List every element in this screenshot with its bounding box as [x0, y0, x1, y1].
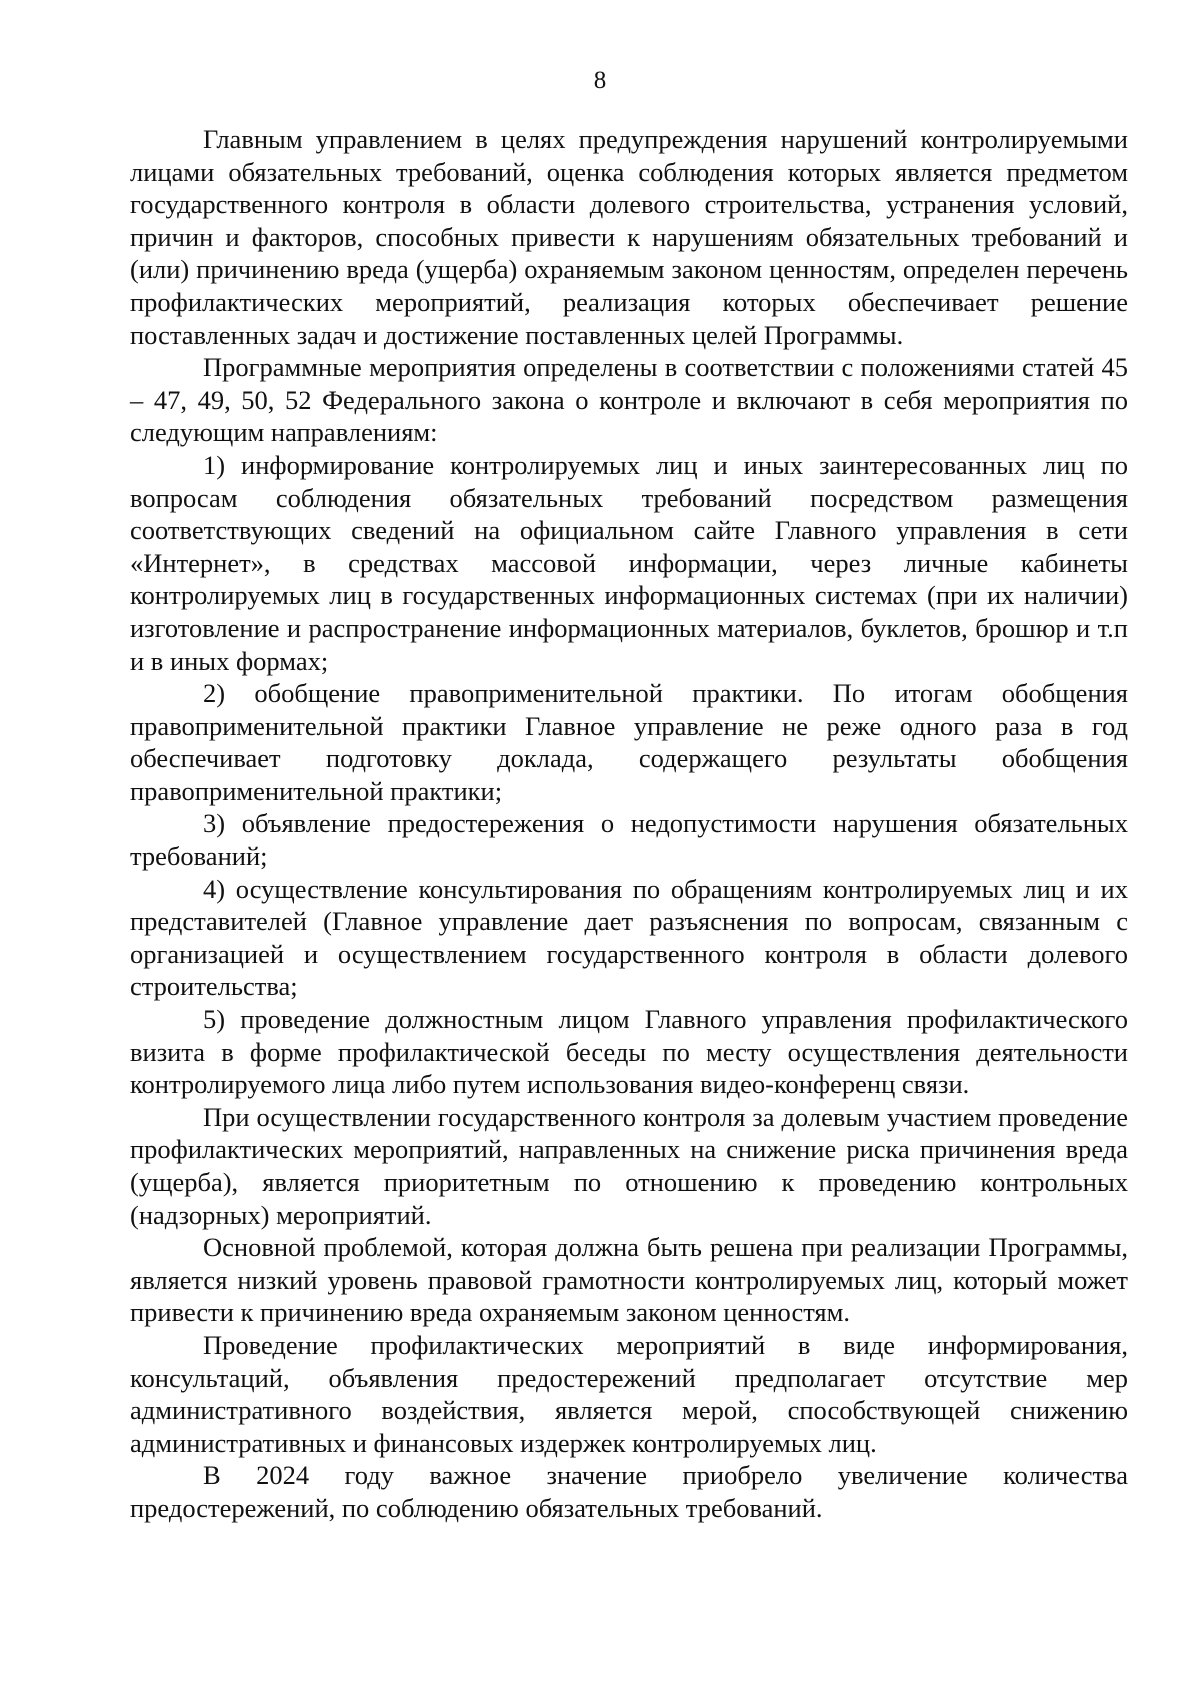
paragraph-main-problem: Основной проблемой, которая должна быть решена при реализации Программы, является низкий уровень правовой грамотности контролируемых лиц, который может привести к причинению вреда охраняемым законом ценностям. — [130, 1232, 1128, 1328]
list-item-warning: 3) объявление предостережения о недопустимости нарушения обязательных требований; — [130, 808, 1128, 872]
paragraph-prevention-measures: Главным управлением в целях предупреждения нарушений контролируемыми лицами обязательных требований, оценка соблюдения которых является предметом государственного контроля в области долевого строительства, устранения условий, причин и факторов, способных привести к нарушениям обязательных требований и (или) причинению вреда (ущерба) охраняемым законом ценностям, определен перечень профилактических мероприятий, реализация которых обеспечивает решение поставленных задач и достижение поставленных целей Программы. — [130, 124, 1128, 350]
page-number: 8 — [593, 67, 607, 94]
list-item-informing: 1) информирование контролируемых лиц и иных заинтересованных лиц по вопросам соблюдения обязательных требований посредством размещения соответствующих сведений на официальном сайте Главного управления в сети «Интернет», в средствах массовой информации, через личные кабинеты контролируемых лиц в государственных информационных системах (при их наличии) изготовление и распространение информационных материалов, буклетов, брошюр и т.п и в иных формах; — [130, 449, 1128, 676]
list-item-practice-generalization: 2) обобщение правоприменительной практики. По итогам обобщения правоприменительной практики Главное управление не реже одного раза в год обеспечивает подготовку доклада, содержащего результаты обобщения правоприменительной практики; — [130, 678, 1128, 806]
list-item-preventive-visit: 5) проведение должностным лицом Главного управления профилактического визита в форме профилактической беседы по месту осуществления деятельности контролируемого лица либо путем использования видео-конференц связи. — [130, 1004, 1128, 1100]
paragraph-no-administrative-measures: Проведение профилактических мероприятий в виде информирования, консультаций, объявления предостережений предполагает отсутствие мер административного воздействия, является мерой, способствующей снижению административных и финансовых издержек контролируемых лиц. — [130, 1329, 1128, 1458]
document-body — [130, 123, 1128, 1525]
paragraph-program-activities: Программные мероприятия определены в соответствии с положениями статей 45 – 47, 49, 50, 52 Федерального закона о контроле и включают в себя мероприятия по следующим направлениям: — [130, 352, 1128, 448]
paragraph-2024-warnings: В 2024 году важное значение приобрело увеличение количества предостережений, по соблюдению обязательных требований. — [130, 1460, 1128, 1523]
list-item-consulting: 4) осуществление консультирования по обращениям контролируемых лиц и их представителей (Главное управление дает разъяснения по вопросам, связанным с организацией и осуществлением государственного контроля в области долевого строительства; — [130, 873, 1128, 1002]
paragraph-priority: При осуществлении государственного контроля за долевым участием проведение профилактических мероприятий, направленных на снижение риска причинения вреда (ущерба), является приоритетным по отношению к проведению контрольных (надзорных) мероприятий. — [130, 1101, 1128, 1230]
